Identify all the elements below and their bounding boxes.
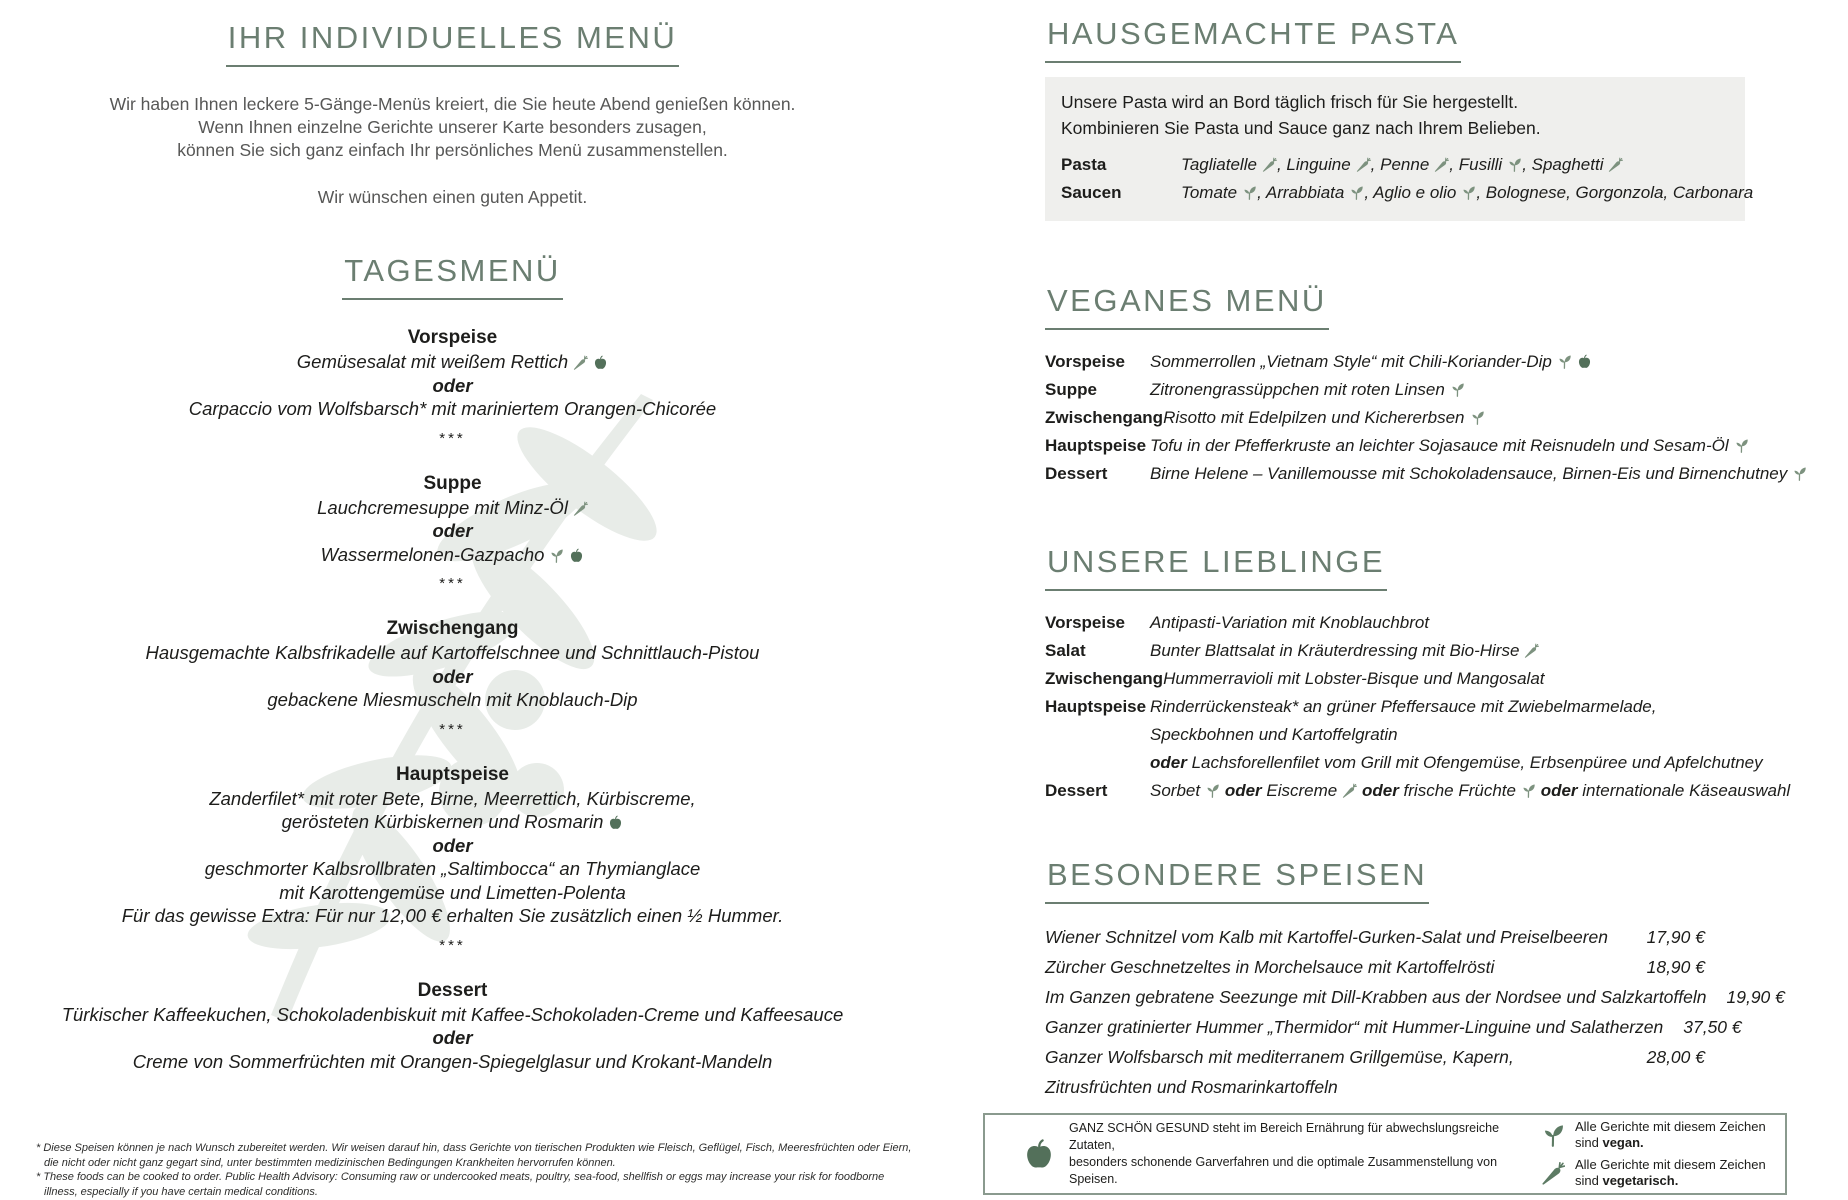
text-segment: Risotto mit Edelpilzen und Kichererbsen (1163, 408, 1465, 427)
sprout-icon (549, 548, 564, 563)
sprout-icon (1541, 1123, 1565, 1147)
menu-row (1045, 348, 1805, 376)
section-title-pasta: HAUSGEMACHTE PASTA (1045, 16, 1461, 63)
course-separator: *** (439, 429, 466, 447)
text-segment: Birne Helene – Vanillemousse mit Schokoladensauce, Birnen-Eis und Birnenchutney (1150, 464, 1788, 483)
apple-icon (608, 815, 623, 830)
menu-line (25, 810, 880, 834)
menu-line (25, 787, 880, 811)
footnote (36, 1141, 912, 1199)
course-suppe (25, 472, 880, 567)
menu-line (1150, 693, 1805, 721)
sprout-icon (1349, 185, 1364, 200)
pasta-varieties (1181, 151, 1729, 179)
text-segment: oder (432, 834, 473, 856)
special-dish-row (1045, 982, 1785, 1012)
menu-line (25, 397, 880, 421)
text-segment: Tagliatelle (1181, 155, 1257, 174)
legend-vegetarisch-line: Alle Gerichte mit diesem Zeichen (1575, 1157, 1766, 1172)
pasta-row (1061, 151, 1729, 179)
menu-line (25, 857, 880, 881)
section-title-veganes-menu: VEGANES MENÜ (1045, 283, 1329, 330)
carrot-icon (573, 355, 588, 370)
text-segment: Lauchcremesuppe mit Minz-Öl (317, 496, 568, 518)
menu-line (25, 496, 880, 520)
menu-line (1150, 637, 1805, 665)
row-label: Dessert (1045, 464, 1108, 483)
text-segment: Antipasti-Variation mit Knoblauchbrot (1150, 613, 1430, 632)
section-unsere-lieblinge (1045, 544, 1805, 805)
pasta-intro-line: Kombinieren Sie Pasta und Sauce ganz nach Ihrem Belieben. (1061, 118, 1541, 138)
menu-line (25, 641, 880, 665)
menu-line (1150, 376, 1805, 404)
row-label: Hauptspeise (1045, 697, 1147, 716)
text-segment: , Fusilli (1449, 155, 1503, 174)
text-segment: Bunter Blattsalat in Kräuterdressing mit Bio-Hirse (1150, 641, 1520, 660)
course-vorspeise (25, 326, 880, 421)
carrot-icon (573, 501, 588, 516)
text-segment: Carpaccio vom Wolfsbarsch* mit mariniertem Orangen-Chicorée (188, 398, 717, 419)
section-title-unsere-lieblinge: UNSERE LIEBLINGE (1045, 544, 1387, 591)
text-segment: oder (432, 1027, 473, 1048)
text-segment: , Aglio e olio (1364, 183, 1457, 202)
text-segment: oder (432, 520, 473, 541)
row-label: Vorspeise (1045, 352, 1126, 371)
course-separator: *** (439, 720, 466, 738)
carrot-icon (1356, 157, 1371, 172)
legend-symbols (1525, 1119, 1766, 1189)
oder-line (25, 374, 880, 398)
carrot-icon (1524, 643, 1539, 658)
oder-line (25, 834, 880, 858)
text-segment: oder (432, 665, 473, 687)
course-hauptspeise (25, 763, 880, 928)
intro-line: Wenn Ihnen einzelne Gerichte unserer Karte besonders zusagen, (198, 117, 707, 137)
legend-gesund-line: GANZ SCHÖN GESUND steht im Bereich Ernährung für abwechslungsreiche Zutaten, (1069, 1121, 1500, 1152)
dish-name: Ganzer gratinierter Hummer „Thermidor“ mit Hummer-Linguine und Salatherzen (1045, 1017, 1664, 1037)
text-segment: Wassermelonen-Gazpacho (320, 543, 545, 565)
menu-row (1045, 693, 1805, 777)
footnote-line-en: illness, especially if you have certain medical conditions. (44, 1185, 318, 1198)
text-segment: sind (1575, 1135, 1603, 1150)
appetit-line: Wir wünschen einen guten Appetit. (317, 187, 588, 207)
course-name: Dessert (417, 979, 488, 1001)
dish-price: 28,00 € (1646, 1047, 1705, 1067)
row-label: Zwischengang (1045, 408, 1164, 427)
legend-vegetarisch-line (1575, 1173, 1766, 1189)
course-dessert (25, 979, 880, 1074)
left-column (25, 20, 880, 1073)
extra-note-line (25, 904, 880, 928)
special-dish-row (1045, 952, 1705, 982)
menu-line (1150, 460, 1807, 488)
intro-line: Wir haben Ihnen leckere 5-Gänge-Menüs kreiert, die Sie heute Abend genießen können. (109, 94, 796, 114)
text-segment: vegetarisch. (1602, 1173, 1679, 1188)
legend-gesund-line: besonders schonende Garverfahren und die optimale Zusammenstellung von Speisen. (1069, 1155, 1498, 1186)
intro-paragraph (25, 93, 880, 162)
text-segment: sind (1575, 1173, 1603, 1188)
text-segment: internationale Käseauswahl (1582, 781, 1791, 800)
text-segment: oder (1535, 781, 1583, 800)
menu-line (25, 881, 880, 905)
menu-line (1150, 609, 1805, 637)
text-segment: Hausgemachte Kalbsfrikadelle auf Kartoffelschnee und Schnittlauch-Pistou (145, 642, 760, 663)
menu-row (1045, 609, 1805, 637)
row-label: Suppe (1045, 380, 1097, 399)
sprout-icon (1461, 185, 1476, 200)
sprout-icon (1470, 410, 1485, 425)
text-segment: Creme von Sommerfrüchten mit Orangen-Spiegelglasur und Krokant-Mandeln (132, 1050, 773, 1072)
text-segment: , Linguine (1276, 155, 1351, 174)
oder-line (25, 665, 880, 689)
text-segment: oder (1357, 781, 1404, 800)
sprout-icon (1521, 783, 1536, 798)
text-segment: Sommerrollen „Vietnam Style“ mit Chili-Koriander-Dip (1150, 352, 1552, 371)
menu-line (25, 688, 880, 712)
page-title-wrap (25, 20, 880, 67)
text-segment: Speckbohnen und Kartoffelgratin (1150, 725, 1398, 744)
text-segment: Tomate (1181, 183, 1238, 202)
dish-price: 37,50 € (1683, 1017, 1742, 1037)
right-column (1045, 16, 1805, 1102)
dish-name: Zürcher Geschnetzeltes in Morchelsauce mit Kartoffelrösti (1045, 957, 1495, 977)
text-segment: mit Karottengemüse und Limetten-Polenta (279, 881, 626, 903)
text-segment: , Spaghetti (1522, 155, 1604, 174)
menu-line (25, 350, 880, 374)
text-segment: , Arrabbiata (1257, 183, 1345, 202)
carrot-icon (1342, 783, 1357, 798)
text-segment: vegan. (1602, 1135, 1644, 1150)
text-segment: oder (1220, 781, 1267, 800)
text-segment: Für das gewisse Extra: Für nur 12,00 € erhalten Sie zusätzlich einen ½ Hummer. (121, 905, 784, 926)
sprout-icon (1242, 185, 1257, 200)
legend-box (983, 1113, 1787, 1195)
text-segment: frische Früchte (1403, 781, 1516, 800)
apple-icon (593, 355, 608, 370)
text-segment: gebackene Miesmuscheln mit Knoblauch-Dip (267, 689, 638, 710)
section-besondere-speisen (1045, 857, 1805, 1102)
menu-row (1045, 637, 1805, 665)
tagesmenu-title-wrap (25, 253, 880, 300)
text-segment: Gemüsesalat mit weißem Rettich (296, 351, 569, 372)
section-title-tagesmenu: TAGESMENÜ (342, 253, 563, 300)
pasta-intro-line: Unsere Pasta wird an Bord täglich frisch für Sie hergestellt. (1061, 92, 1519, 112)
section-veganes-menu (1045, 283, 1805, 488)
oder-line (25, 1026, 880, 1050)
text-segment: oder (1150, 753, 1187, 772)
row-label: Saucen (1061, 183, 1122, 202)
footnote-line-en: * These foods can be cooked to order. Public Health Advisory: Consuming raw or undercooked meats, poultry, sea-food, shellfish or eggs may increase your risk for foodborne (36, 1171, 885, 1183)
row-label: Vorspeise (1045, 613, 1126, 632)
apple-icon (1023, 1138, 1055, 1170)
text-segment: Lachsforellenfilet vom Grill mit Ofengemüse, Erbsenpüree und Apfelchutney (1186, 753, 1763, 772)
row-label: Dessert (1045, 781, 1108, 800)
menu-row (1045, 460, 1805, 488)
text-segment: Hummerravioli mit Lobster-Bisque und Mangosalat (1163, 669, 1545, 688)
text-segment: Türkischer Kaffeekuchen, Schokoladenbiskuit mit Kaffee-Schokoladen-Creme und Kaffeesauce (61, 1003, 844, 1025)
text-segment: Sorbet (1150, 781, 1201, 800)
legend-vegan-line: Alle Gerichte mit diesem Zeichen (1575, 1119, 1766, 1134)
text-segment: Zitronengrassüppchen mit roten Linsen (1150, 380, 1445, 399)
dish-name: Zitrusfrüchten und Rosmarinkartoffeln (1045, 1077, 1338, 1097)
course-name: Vorspeise (407, 327, 498, 348)
menu-row (1045, 665, 1805, 693)
carrot-icon (1541, 1161, 1565, 1185)
intro-line: können Sie sich ganz einfach Ihr persönliches Menü zusammenstellen. (177, 140, 728, 160)
row-label: Pasta (1061, 155, 1107, 174)
course-separator: *** (439, 936, 466, 954)
text-segment: Eiscreme (1266, 781, 1338, 800)
pasta-box (1045, 77, 1754, 221)
menu-row (1045, 376, 1805, 404)
section-hausgemachte-pasta (1045, 16, 1805, 221)
text-segment: Tofu in der Pfefferkruste an leichter Sojasauce mit Reisnudeln und Sesam-Öl (1150, 436, 1729, 455)
text-segment: geschmorter Kalbsrollbraten „Saltimbocca“ an Thymianglace (204, 858, 701, 879)
dish-name: Ganzer Wolfsbarsch mit mediterranem Grillgemüse, Kapern, (1045, 1047, 1514, 1067)
text-segment: Zanderfilet* mit roter Bete, Birne, Meerrettich, Kürbiscreme, (209, 787, 696, 809)
special-dish-row (1045, 1012, 1742, 1042)
course-separator: *** (439, 575, 466, 592)
special-dish-row (1045, 922, 1705, 952)
menu-line (1150, 348, 1805, 376)
sprout-icon (1450, 382, 1465, 397)
course-name: Hauptspeise (396, 763, 509, 785)
apple-icon (1577, 354, 1592, 369)
carrot-icon (1434, 157, 1449, 172)
menu-line (1163, 665, 1805, 693)
menu-row (1045, 432, 1805, 460)
sprout-icon (1205, 783, 1220, 798)
carrot-icon (1262, 157, 1277, 172)
special-dish-row (1045, 1042, 1705, 1102)
sprout-icon (1507, 157, 1522, 172)
menu-line (1150, 432, 1805, 460)
menu-line (1150, 777, 1805, 805)
row-label: Zwischengang (1045, 669, 1164, 688)
menu-row (1045, 777, 1805, 805)
legend-vegan (1541, 1119, 1766, 1151)
menu-line (25, 543, 880, 567)
menu-line (1150, 749, 1805, 777)
legend-vegetarisch (1541, 1157, 1766, 1189)
carrot-icon (1608, 157, 1623, 172)
course-name: Suppe (423, 472, 482, 494)
legend-gesund (985, 1120, 1525, 1188)
sprout-icon (1734, 438, 1749, 453)
oder-line (25, 519, 880, 543)
footnote-line-de: * Diese Speisen können je nach Wunsch zubereitet werden. Wir weisen darauf hin, dass Gerichte von tierischen Produkten wie Fleisch, Geflügel, Fisch, Meeresfrüchten oder Eiern, (36, 1142, 912, 1154)
text-segment: gerösteten Kürbiskernen und Rosmarin (281, 811, 604, 832)
dish-name: Wiener Schnitzel vom Kalb mit Kartoffel-Gurken-Salat und Preiselbeeren (1045, 927, 1609, 947)
dish-price: 17,90 € (1646, 927, 1705, 947)
menu-line (1163, 404, 1805, 432)
text-segment: , Penne (1370, 155, 1430, 174)
menu-line (25, 1050, 880, 1074)
saucen-row (1061, 179, 1754, 207)
dish-name: Im Ganzen gebratene Seezunge mit Dill-Krabben aus der Nordsee und Salzkartoffeln (1045, 987, 1707, 1007)
menu-row (1045, 404, 1805, 432)
footnote-line-de: die nicht oder nicht ganz gegart sind, unter bestimmten medizinischen Bedingungen Krankheiten hervorrufen können. (44, 1156, 616, 1169)
menu-line (1150, 721, 1805, 749)
row-label: Hauptspeise (1045, 436, 1147, 455)
text-segment: oder (432, 374, 473, 396)
section-title-besondere-speisen: BESONDERE SPEISEN (1045, 857, 1429, 904)
legend-vegan-line (1575, 1135, 1766, 1151)
text-segment: Rinderrückensteak* an grüner Pfeffersauce mit Zwiebelmarmelade, (1150, 697, 1657, 716)
row-label: Salat (1045, 641, 1086, 660)
dish-price: 19,90 € (1726, 987, 1785, 1007)
course-name: Zwischengang (386, 618, 519, 639)
menu-line (25, 1003, 880, 1027)
page-title: IHR INDIVIDUELLES MENÜ (226, 20, 679, 67)
course-zwischengang (25, 617, 880, 712)
text-segment: , Bolognese, Gorgonzola, Carbonara (1476, 183, 1754, 202)
sauce-varieties (1181, 179, 1753, 207)
sprout-icon (1557, 354, 1572, 369)
sprout-icon (1792, 466, 1807, 481)
apple-icon (569, 548, 584, 563)
dish-price: 18,90 € (1646, 957, 1705, 977)
